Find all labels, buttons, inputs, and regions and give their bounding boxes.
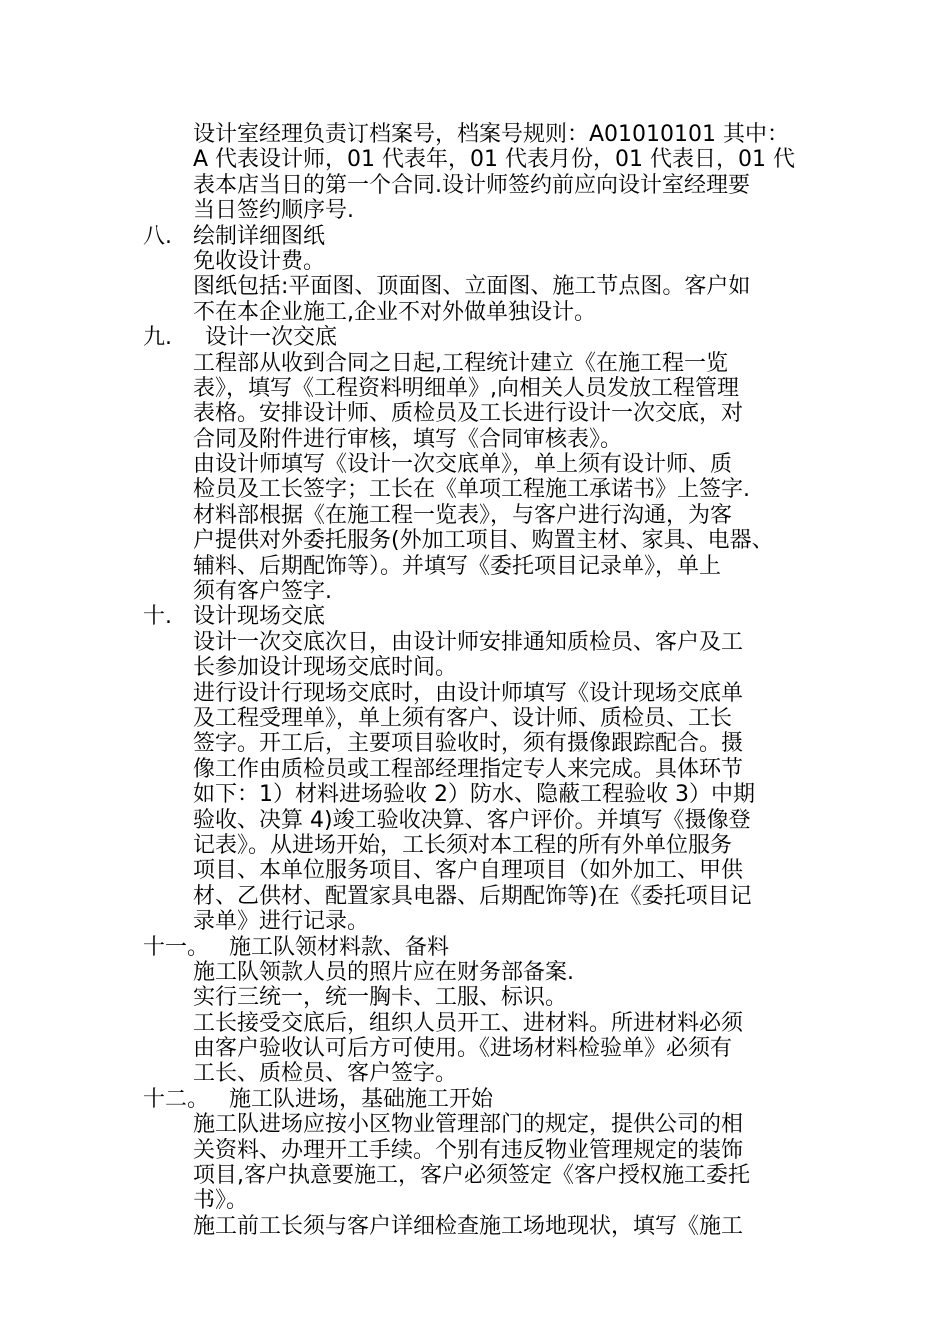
paragraph-line: 由客户验收认可后方可使用。《进场材料检验单》必须有	[193, 1036, 733, 1062]
paragraph-line: 材料部根据《在施工程一览表》，与客户进行沟通，为客	[193, 502, 733, 528]
section-heading	[0, 1087, 950, 1112]
paragraph-line: 设计一次交底次日，由设计师安排通知质检员、客户及工	[193, 629, 744, 655]
paragraph-line: 实行三统一，统一胸卡、工服、标识。	[193, 985, 568, 1011]
paragraph-line: 关资料、办理开工手续。个别有违反物业管理规定的装饰	[193, 1137, 744, 1163]
paragraph-line: 图纸包括:平面图、顶面图、立面图、施工节点图。客户如	[193, 274, 751, 300]
paragraph-line: 签字。开工后，主要项目验收时，须有摄像跟踪配合。摄	[193, 731, 744, 757]
paragraph-line: 辅料、后期配饰等）。并填写《委托项目记录单》，单上	[193, 553, 722, 579]
paragraph-line: 工长接受交底后，组织人员开工、进材料。所进材料必须	[193, 1010, 744, 1036]
paragraph-line: 当日签约顺序号.	[193, 198, 354, 224]
paragraph-line: 免收设计费。	[193, 248, 326, 274]
paragraph-line: 录单》进行记录。	[193, 909, 370, 935]
section-title: 绘制详细图纸	[193, 223, 326, 249]
section-title: 施工队领材料款、备料	[229, 934, 450, 960]
section-heading	[0, 224, 950, 249]
paragraph-line: 记表》。从进场开始，工长须对本工程的所有外单位服务	[193, 832, 733, 858]
paragraph-line: 施工前工长须与客户详细检查施工场地现状，填写《施工	[193, 1213, 744, 1239]
section-11	[0, 935, 950, 1087]
section-heading	[0, 935, 950, 960]
section-7-continuation	[0, 122, 950, 224]
section-9	[0, 325, 950, 604]
paragraph-line: 如下：1）材料进场验收 2）防水、隐蔽工程验收 3）中期	[193, 782, 755, 808]
paragraph-line: 户提供对外委托服务(外加工项目、购置主材、家具、电器、	[193, 528, 774, 554]
paragraph-line: 表本店当日的第一个合同.设计师签约前应向设计室经理要	[193, 172, 750, 198]
paragraph-line: 书》。	[193, 1188, 249, 1214]
paragraph-line: 由设计师填写《设计一次交底单》，单上须有设计师、质	[193, 452, 733, 478]
paragraph-line: 表》，填写《工程资料明细单》,向相关人员发放工程管理	[193, 375, 739, 401]
paragraph-line: 长参加设计现场交底时间。	[193, 655, 458, 681]
paragraph-line: 表格。安排设计师、质检员及工长进行设计一次交底，对	[193, 401, 744, 427]
section-heading	[0, 325, 950, 350]
paragraph-line: 施工队领款人员的照片应在财务部备案.	[193, 959, 574, 985]
section-number: 九.	[143, 325, 172, 351]
paragraph-line: 检员及工长签字；工长在《单项工程施工承诺书》上签字.	[193, 477, 750, 503]
section-title: 设计现场交底	[193, 604, 326, 630]
paragraph-line: 工程部从收到合同之日起,工程统计建立《在施工程一览	[193, 350, 728, 376]
paragraph-line: 材、乙供材、配置家具电器、后期配饰等)在《委托项目记	[193, 883, 752, 909]
paragraph-line: 施工队进场应按小区物业管理部门的规定，提供公司的相	[193, 1112, 744, 1138]
paragraph-line: 像工作由质检员或工程部经理指定专人来完成。具体环节	[193, 756, 744, 782]
section-title: 施工队进场，基础施工开始	[229, 1086, 494, 1112]
paragraph-line: 不在本企业施工,企业不对外做单独设计。	[193, 299, 596, 325]
paragraph-line: 项目,客户执意要施工，客户必须签定《客户授权施工委托	[193, 1163, 750, 1189]
paragraph-line: 项目、本单位服务项目、客户自理项目（如外加工、甲供	[193, 858, 744, 884]
paragraph-line: 合同及附件进行审核，填写《合同审核表》。	[193, 426, 623, 452]
section-8	[0, 224, 950, 326]
section-number: 十.	[143, 604, 172, 630]
paragraph-line: 进行设计行现场交底时，由设计师填写《设计现场交底单	[193, 680, 744, 706]
paragraph-line: 及工程受理单》，单上须有客户、设计师、质检员、工长	[193, 705, 733, 731]
section-number: 十二。	[143, 1086, 210, 1112]
section-title: 设计一次交底	[205, 325, 338, 351]
paragraph-line: 验收、决算 4)竣工验收决算、客户评价。并填写《摄像登	[193, 807, 751, 833]
paragraph-line: 设计室经理负责订档案号，档案号规则：A01010101 其中：	[193, 122, 790, 147]
section-heading	[0, 604, 950, 629]
paragraph-line: 须有客户签字.	[193, 579, 332, 605]
section-12	[0, 1087, 950, 1239]
document-content	[0, 122, 950, 1239]
paragraph-line: A 代表设计师，01 代表年，01 代表月份，01 代表日，01 代	[193, 147, 795, 173]
section-number: 十一。	[143, 934, 210, 960]
section-number: 八.	[143, 223, 172, 249]
paragraph-line: 工长、质检员、客户签字。	[193, 1061, 458, 1087]
section-10	[0, 604, 950, 934]
